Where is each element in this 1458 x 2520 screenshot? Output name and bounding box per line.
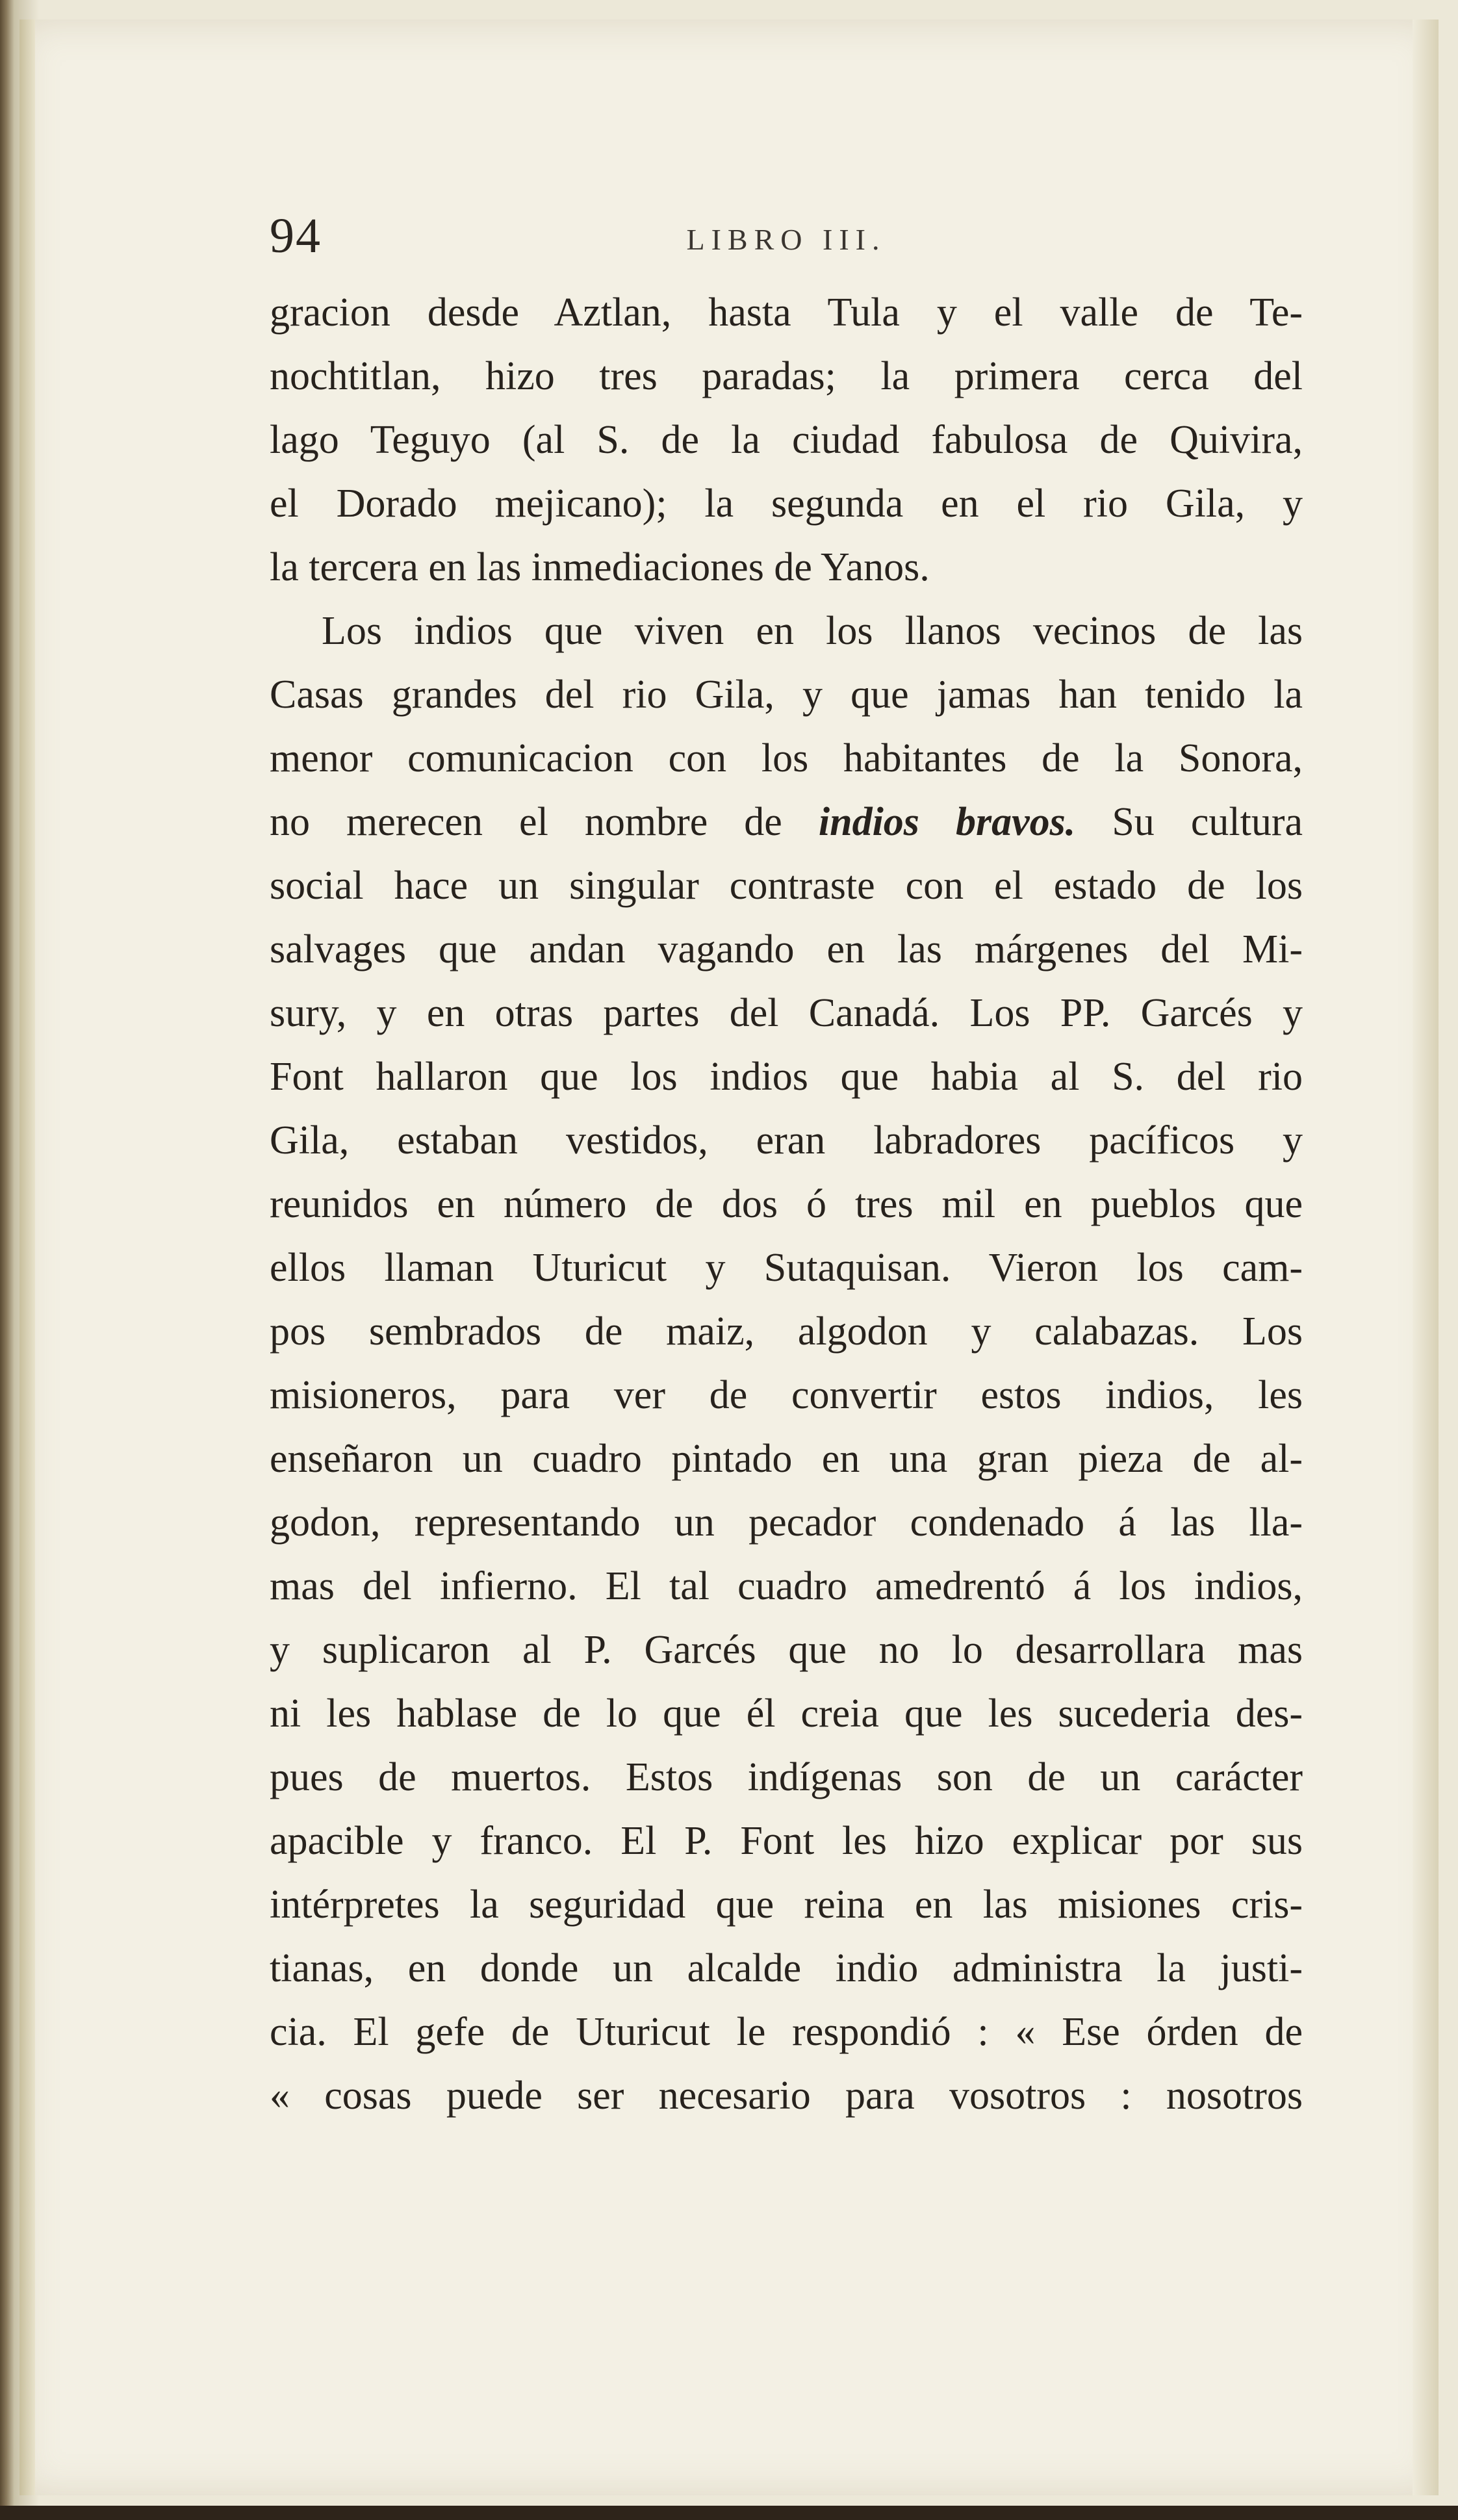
- text-line: pues de muertos. Estos indígenas son de un carácter: [270, 1755, 1303, 1799]
- text-line: Gila, estaban vestidos, eran labradores pacíficos y: [270, 1118, 1303, 1163]
- text-line: reunidos en número de dos ó tres mil en pueblos que: [270, 1182, 1303, 1226]
- text-line: sury, y en otras partes del Canadá. Los PP. Garcés y: [270, 991, 1303, 1035]
- text-line: cia. El gefe de Uturicut le respondió : « Ese órden de: [270, 2010, 1303, 2054]
- text-line: ni les hablase de lo que él creia que les sucederia des-: [270, 1691, 1303, 1736]
- running-head: [270, 208, 1303, 273]
- text-line: tianas, en donde un alcalde indio administra la justi-: [270, 1946, 1303, 1990]
- page-gutter: [19, 19, 35, 2495]
- page-number: 94: [270, 209, 322, 263]
- text-line-with-italic: [270, 790, 1303, 854]
- section-title: LIBRO III.: [686, 223, 886, 256]
- text-line: Casas grandes del rio Gila, y que jamas han tenido la: [270, 673, 1303, 717]
- text-line: enseñaron un cuadro pintado en una gran pieza de al-: [270, 1437, 1303, 1481]
- text-line: intérpretes la seguridad que reina en las misiones cris-: [270, 1883, 1303, 1927]
- text-line: pos sembrados de maiz, algodon y calabazas. Los: [270, 1309, 1303, 1354]
- text-line: Font hallaron que los indios que habia al S. del rio: [270, 1055, 1303, 1099]
- text-line: menor comunicacion con los habitantes de la Sonora,: [270, 736, 1303, 780]
- text-line: godon, representando un pecador condenado á las lla-: [270, 1500, 1303, 1545]
- line-text-before: no merecen el nombre de: [270, 800, 819, 844]
- paragraph-start-line: Los indios que viven en los llanos vecinos de las: [322, 609, 1303, 653]
- body-text: [270, 281, 1303, 2128]
- text-line: salvages que andan vagando en las márgenes del Mi-: [270, 927, 1303, 971]
- text-line: gracion desde Aztlan, hasta Tula y el valle de Te-: [270, 290, 1303, 335]
- text-line: mas del infierno. El tal cuadro amedrentó á los indios,: [270, 1564, 1303, 1608]
- text-line: social hace un singular contraste con el estado de los: [270, 864, 1303, 908]
- text-line: nochtitlan, hizo tres paradas; la primera cerca del: [270, 354, 1303, 398]
- text-line: apacible y franco. El P. Font les hizo explicar por sus: [270, 1819, 1303, 1863]
- text-line: « cosas puede ser necesario para vosotros : nosotros: [270, 2074, 1303, 2118]
- text-line: la tercera en las inmediaciones de Yanos.: [270, 545, 930, 589]
- text-line: ellos llaman Uturicut y Sutaquisan. Vieron los cam-: [270, 1246, 1303, 1290]
- text-line: lago Teguyo (al S. de la ciudad fabulosa de Quivira,: [270, 418, 1303, 462]
- text-line: y suplicaron al P. Garcés que no lo desarrollara mas: [270, 1628, 1303, 1672]
- italic-phrase: indios bravos.: [818, 800, 1076, 844]
- line-text-after: Su cultura: [1075, 800, 1303, 844]
- text-line: misioneros, para ver de convertir estos indios, les: [270, 1373, 1303, 1417]
- scan-bottom-edge: [0, 2506, 1458, 2520]
- text-line: el Dorado mejicano); la segunda en el rio Gila, y: [270, 482, 1303, 526]
- page-fore-edge: [1413, 19, 1439, 2495]
